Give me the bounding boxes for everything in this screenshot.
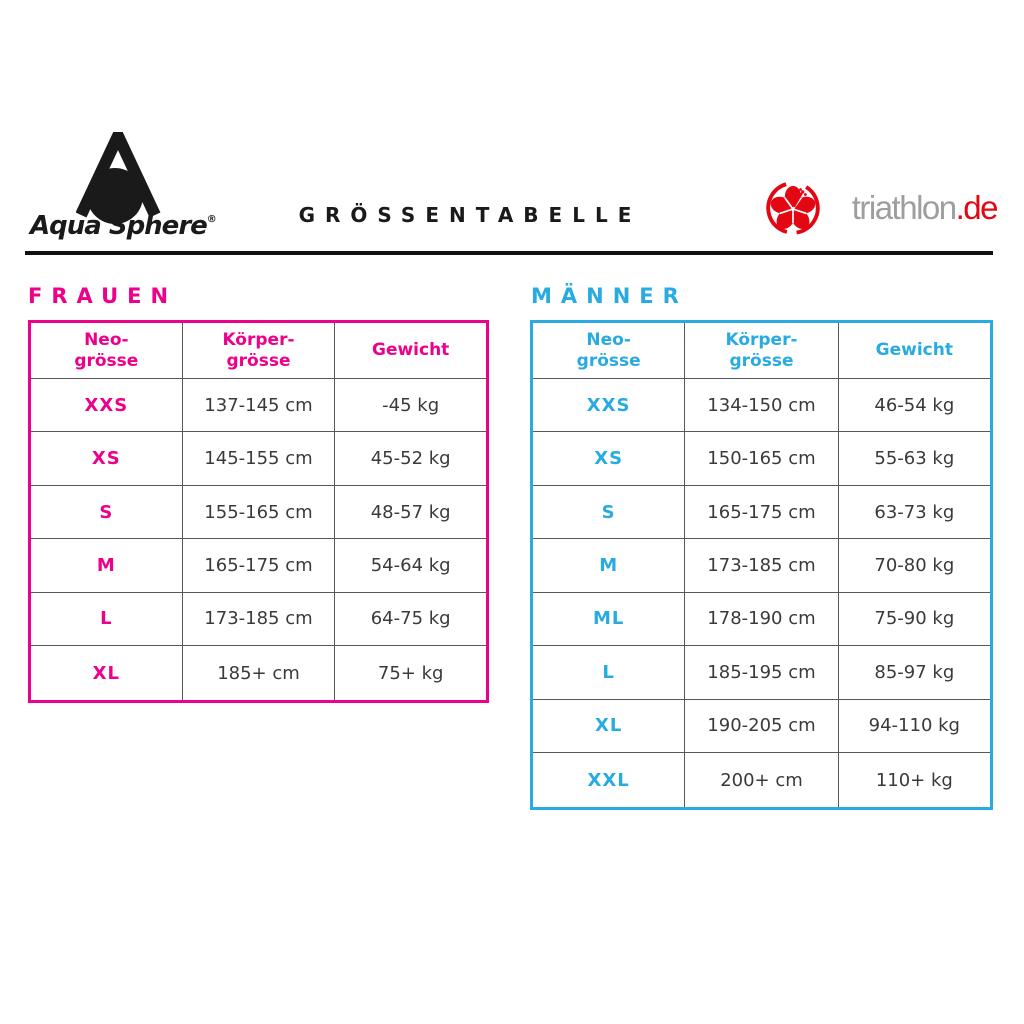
table-row <box>30 432 488 485</box>
size-cell: L <box>30 592 183 645</box>
hibiscus-flower-icon <box>765 180 821 236</box>
page-title: GRÖSSENTABELLE <box>298 203 642 227</box>
table-row <box>532 432 992 485</box>
table-row <box>532 485 992 538</box>
height-cell: 185-195 cm <box>685 646 838 699</box>
column-header: Körper- grösse <box>182 322 335 379</box>
height-cell: 165-175 cm <box>182 539 335 592</box>
size-cell: M <box>532 539 685 592</box>
table-row <box>30 485 488 538</box>
women-size-table <box>28 320 489 703</box>
women-table-body <box>30 379 488 702</box>
height-cell: 165-175 cm <box>685 485 838 538</box>
size-cell: ML <box>532 592 685 645</box>
partner-tld: .de <box>955 189 997 226</box>
size-cell: XL <box>532 699 685 752</box>
size-cell: M <box>30 539 183 592</box>
height-cell: 150-165 cm <box>685 432 838 485</box>
height-cell: 173-185 cm <box>685 539 838 592</box>
column-header: Gewicht <box>838 322 991 379</box>
size-cell: S <box>532 485 685 538</box>
table-row <box>30 379 488 432</box>
weight-cell: 75+ kg <box>335 646 488 702</box>
weight-cell: 85-97 kg <box>838 646 991 699</box>
table-row <box>532 699 992 752</box>
header-row <box>30 322 488 379</box>
height-cell: 190-205 cm <box>685 699 838 752</box>
column-header: Neo- grösse <box>532 322 685 379</box>
men-size-table <box>530 320 993 810</box>
table-row <box>532 646 992 699</box>
brand-name: Aqua Sphere <box>30 211 207 241</box>
size-cell: XXS <box>532 379 685 432</box>
table-row <box>30 539 488 592</box>
weight-cell: 110+ kg <box>838 753 991 809</box>
size-cell: XXS <box>30 379 183 432</box>
size-cell: XS <box>30 432 183 485</box>
height-cell: 178-190 cm <box>685 592 838 645</box>
partner-wordmark <box>852 189 997 227</box>
table-row <box>532 592 992 645</box>
weight-cell: 63-73 kg <box>838 485 991 538</box>
women-table-header <box>30 322 488 379</box>
partner-name: triathlon <box>851 189 956 226</box>
weight-cell: 48-57 kg <box>335 485 488 538</box>
triathlon-de-logo <box>765 180 997 238</box>
men-section-heading: MÄNNER <box>531 284 688 308</box>
size-cell: XS <box>532 432 685 485</box>
weight-cell: 70-80 kg <box>838 539 991 592</box>
weight-cell: 94-110 kg <box>838 699 991 752</box>
size-cell: XL <box>30 646 183 702</box>
men-table-header <box>532 322 992 379</box>
weight-cell: 55-63 kg <box>838 432 991 485</box>
weight-cell: -45 kg <box>335 379 488 432</box>
height-cell: 155-165 cm <box>182 485 335 538</box>
height-cell: 137-145 cm <box>182 379 335 432</box>
height-cell: 145-155 cm <box>182 432 335 485</box>
table-row <box>532 379 992 432</box>
column-header: Neo- grösse <box>30 322 183 379</box>
header-divider <box>25 251 993 255</box>
height-cell: 185+ cm <box>182 646 335 702</box>
column-header: Körper- grösse <box>685 322 838 379</box>
table-row <box>30 592 488 645</box>
men-table-body <box>532 379 992 809</box>
table-row <box>30 646 488 702</box>
weight-cell: 75-90 kg <box>838 592 991 645</box>
weight-cell: 54-64 kg <box>335 539 488 592</box>
aqua-sphere-wordmark <box>30 211 216 241</box>
size-cell: L <box>532 646 685 699</box>
header-row <box>532 322 992 379</box>
table-row <box>532 539 992 592</box>
column-header: Gewicht <box>335 322 488 379</box>
weight-cell: 64-75 kg <box>335 592 488 645</box>
women-section-heading: FRAUEN <box>28 284 178 308</box>
size-cell: XXL <box>532 753 685 809</box>
registered-trademark-symbol: ® <box>206 214 217 225</box>
weight-cell: 46-54 kg <box>838 379 991 432</box>
height-cell: 134-150 cm <box>685 379 838 432</box>
height-cell: 200+ cm <box>685 753 838 809</box>
size-cell: S <box>30 485 183 538</box>
table-row <box>532 753 992 809</box>
height-cell: 173-185 cm <box>182 592 335 645</box>
weight-cell: 45-52 kg <box>335 432 488 485</box>
